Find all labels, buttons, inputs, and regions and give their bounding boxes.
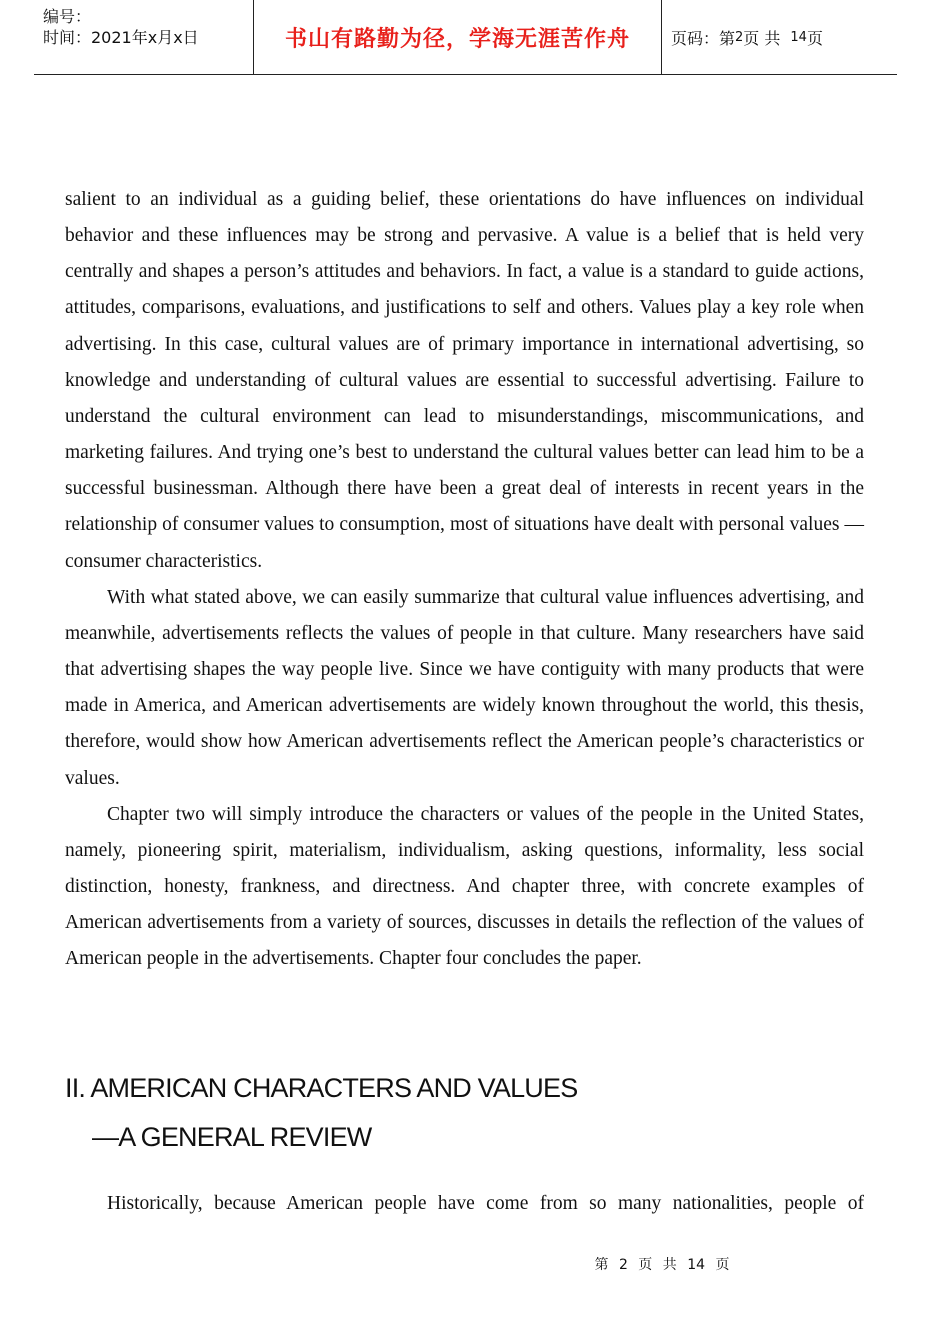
page-footer xyxy=(0,1254,950,1274)
page-mid: 页 共 xyxy=(743,28,781,48)
paragraph-4: Historically, because American people have come from so many nationalities, people of xyxy=(107,1193,864,1214)
page-total: 14 xyxy=(790,29,807,45)
body-text xyxy=(65,182,864,977)
page-header xyxy=(34,0,897,75)
footer-page-number: 第 2 页 共 14 页 xyxy=(594,1257,730,1273)
page-suffix: 页 xyxy=(806,28,823,48)
section-heading-line-1: II. AMERICAN CHARACTERS AND VALUES xyxy=(65,1073,578,1103)
paragraph-2: With what stated above, we can easily summarize that cultural value influences advertising, and meanwhile, advertisements reflects the values of people in that culture. Many researchers have said that advertising shapes the way people live. Since we have contiguity with many products that were made in America, and American advertisements are widely known throughout the world, this thesis, therefore, would show how American advertisements reflect the American people’s characteristics or values. xyxy=(65,586,864,789)
paragraph-3: Chapter two will simply introduce the characters or values of the people in the United States, namely, pioneering spirit, materialism, individualism, asking questions, informality, less social distinction, honesty, frankness, and directness. And chapter three, with concrete examples of American advertisements from a variety of sources, discusses in details the reflection of the values of American people in the advertisements. Chapter four concludes the paper. xyxy=(65,803,864,970)
document-date: 时间：2021年x月x日 xyxy=(43,28,199,47)
section-heading xyxy=(65,1064,577,1162)
header-page-number xyxy=(662,0,897,74)
paragraph-1: salient to an individual as a guiding belief, these orientations do have influences on individual behavior and these influences may be strong and pervasive. A value is a belief that is held very centrally and shapes a person’s attitudes and behaviors. In fact, a value is a standard to guide actions, attitudes, comparisons, evaluations, and justifications to self and others. Values play a key role when advertising. In this case, cultural values are of primary importance in international advertising, so knowledge and understanding of cultural values are essential to successful advertising. Failure to understand the cultural environment can lead to misunderstandings, miscommunications, and marketing failures. And trying one’s best to understand the cultural values better can lead him to be a successful businessman. Although there have been a great deal of interests in recent years in the relationship of consumer values to consumption, most of situations have dealt with personal values — consumer characteristics. xyxy=(65,189,864,572)
header-motto: 书山有路勤为径，学海无涯苦作舟 xyxy=(253,0,662,74)
section-heading-line-2: —A GENERAL REVIEW xyxy=(92,1122,372,1152)
page-prefix: 页码：第 xyxy=(671,28,736,48)
page-current: 2 xyxy=(735,29,744,45)
document-number-label: 编号： xyxy=(43,7,92,26)
header-meta xyxy=(34,0,253,74)
